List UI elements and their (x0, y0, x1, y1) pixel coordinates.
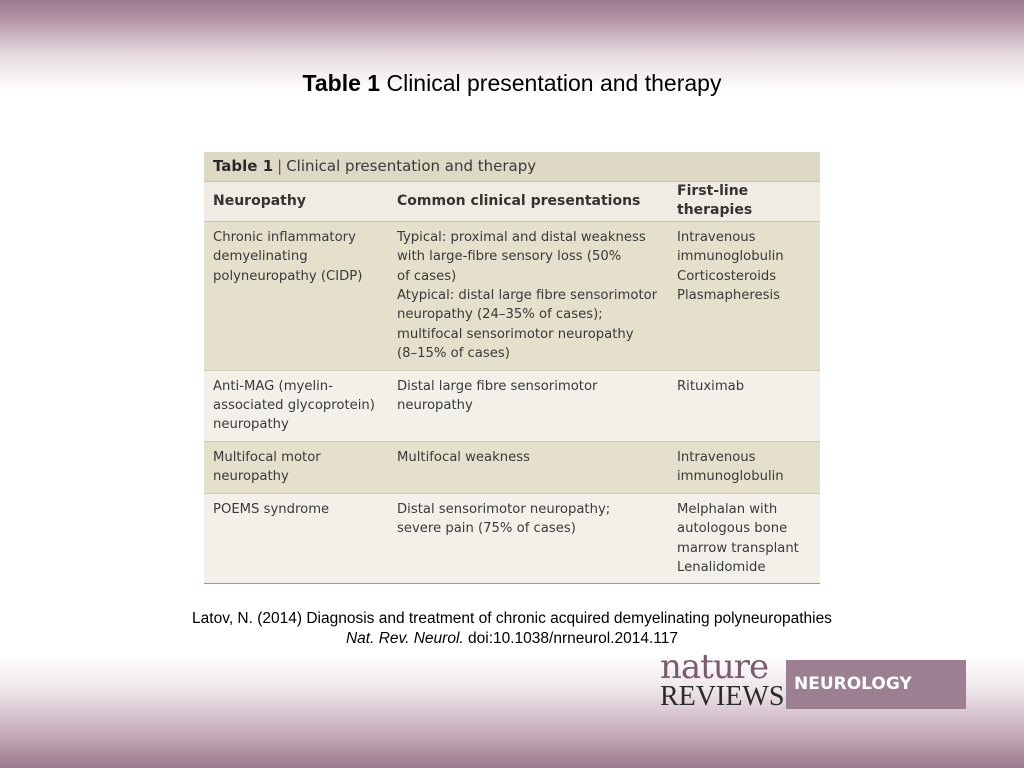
cell-neuropathy (204, 370, 388, 441)
citation-reference: Latov, N. (2014) Diagnosis and treatment of chronic acquired demyelinating polyneuropathies (192, 610, 832, 627)
cell-line: Plasmapheresis (677, 288, 780, 304)
cell-line: Distal sensorimotor neuropathy; (397, 501, 611, 517)
table-caption (204, 152, 820, 181)
logo-reviews-wordmark: REVIEWS (660, 681, 785, 712)
cell-line: associated glycoprotein) (213, 398, 375, 414)
cell-line: of cases) (397, 268, 457, 284)
cell-line: Distal large fibre sensorimotor (397, 378, 598, 394)
cell-presentations (388, 221, 668, 370)
table-caption-label: Table 1 (213, 157, 274, 175)
slide-title (0, 70, 1024, 97)
cell-line: multifocal sensorimotor neuropathy (397, 326, 634, 342)
cell-neuropathy (204, 441, 388, 493)
cell-line: Anti-MAG (myelin- (213, 378, 333, 394)
slide-title-text: Clinical presentation and therapy (380, 70, 722, 96)
cell-neuropathy (204, 221, 388, 370)
cell-line: neuropathy (397, 398, 473, 414)
cell-line: with large-fibre sensory loss (50% (397, 249, 622, 265)
cell-line: Typical: proximal and distal weakness (397, 229, 646, 245)
cell-line: (8–15% of cases) (397, 346, 510, 362)
logo-section-name: NEUROLOGY (794, 674, 912, 694)
cell-therapies (668, 441, 820, 493)
cell-presentations (388, 441, 668, 493)
cell-line: Intravenous (677, 229, 756, 245)
table-caption-separator: | (277, 157, 283, 175)
slide-title-bold: Table 1 (302, 70, 381, 96)
cell-line: autologous bone (677, 521, 788, 537)
citation (0, 609, 1024, 649)
cell-therapies (668, 493, 820, 584)
table-row (204, 370, 820, 441)
table-row (204, 441, 820, 493)
cell-line: neuropathy (24–35% of cases); (397, 307, 603, 323)
cell-line: immunoglobulin (677, 249, 784, 265)
column-header-neuropathy: Neuropathy (204, 182, 388, 222)
cell-line: Chronic inflammatory (213, 229, 356, 245)
cell-therapies (668, 370, 820, 441)
cell-line: neuropathy (213, 469, 289, 485)
table-row (204, 493, 820, 584)
cell-line: immunoglobulin (677, 469, 784, 485)
table-header-row (204, 182, 820, 222)
cell-line: Rituximab (677, 378, 745, 394)
clinical-table (204, 152, 820, 584)
cell-line: Multifocal motor (213, 449, 321, 465)
cell-presentations (388, 493, 668, 584)
cell-line: severe pain (75% of cases) (397, 521, 576, 537)
cell-line: Multifocal weakness (397, 449, 530, 465)
cell-line: Lenalidomide (677, 559, 766, 575)
column-header-presentations: Common clinical presentations (388, 182, 668, 222)
citation-source (0, 629, 1024, 649)
cell-line: marrow transplant (677, 540, 799, 556)
cell-line: Melphalan with (677, 501, 778, 517)
cell-line: POEMS syndrome (213, 501, 330, 517)
cell-line: neuropathy (213, 417, 289, 433)
table-caption-text: Clinical presentation and therapy (286, 157, 537, 175)
citation-doi: doi:10.1038/nrneurol.2014.117 (463, 630, 679, 647)
table-grid (204, 181, 820, 584)
cell-presentations (388, 370, 668, 441)
cell-line: polyneuropathy (CIDP) (213, 268, 363, 284)
logo-nature-wordmark: nature (660, 647, 769, 687)
cell-line: Intravenous (677, 449, 756, 465)
logo-section-band (786, 660, 966, 709)
table-row (204, 221, 820, 370)
nature-reviews-neurology-logo (660, 647, 966, 712)
citation-journal: Nat. Rev. Neurol. (345, 630, 464, 647)
cell-line: Atypical: distal large fibre sensorimotor (397, 288, 658, 304)
cell-neuropathy (204, 493, 388, 584)
cell-line: Corticosteroids (677, 268, 777, 284)
column-header-therapies: First-line therapies (668, 182, 820, 222)
cell-line: demyelinating (213, 249, 308, 265)
cell-therapies (668, 221, 820, 370)
